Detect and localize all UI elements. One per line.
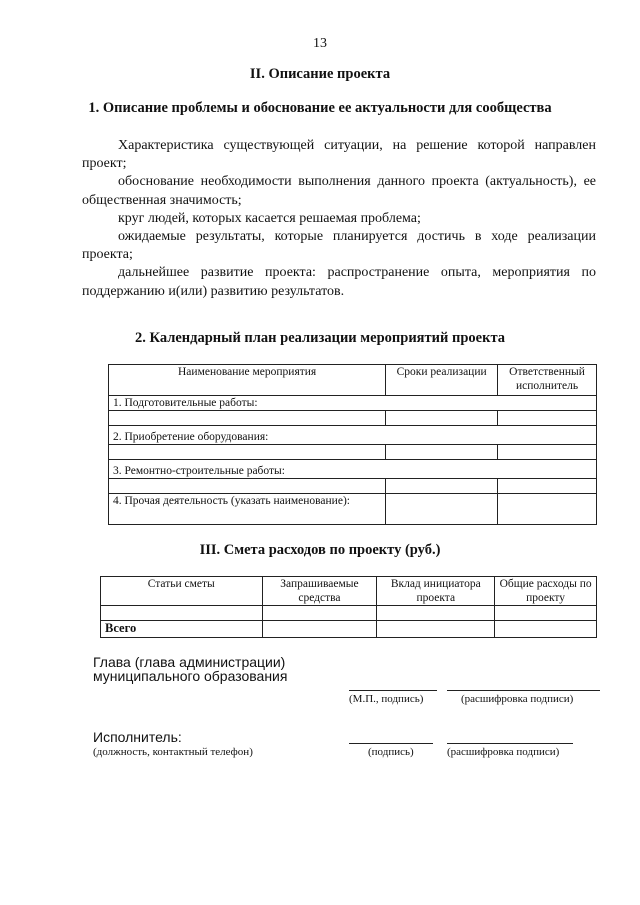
head-signature-line xyxy=(349,690,437,691)
row-preparatory: 1. Подготовительные работы: xyxy=(109,396,597,411)
row-equipment: 2. Приобретение оборудования: xyxy=(109,426,597,445)
header-responsible: Ответственный исполнитель xyxy=(498,365,597,396)
description-paragraphs xyxy=(82,137,596,301)
head-label-line2: муниципального образования xyxy=(93,668,288,684)
paragraph-results: ожидаемые результаты, которые планируется достичь в ходе реализации проекта; xyxy=(82,229,596,263)
calendar-plan-table xyxy=(108,364,597,525)
paragraph-relevance: обоснование необходимости выполнения данного проекта (актуальность), ее общественная значимость; xyxy=(82,174,596,208)
row-other: 4. Прочая деятельность (указать наименование): xyxy=(109,494,386,525)
header-total-expenses: Общие расходы по проекту xyxy=(495,577,597,606)
header-requested-funds: Запрашиваемые средства xyxy=(262,577,377,606)
table-row xyxy=(109,396,597,411)
total-label: Всего xyxy=(101,621,263,638)
head-label-line1: Глава (глава администрации) xyxy=(93,654,286,670)
head-decode-line xyxy=(447,690,600,691)
table-row xyxy=(109,460,597,479)
executor-signature-line xyxy=(349,743,433,744)
page-number: 13 xyxy=(313,36,327,51)
table-row xyxy=(109,426,597,445)
table-header-row xyxy=(101,577,597,606)
table-row xyxy=(109,411,597,426)
header-dates: Сроки реализации xyxy=(386,365,498,396)
executor-decode-line xyxy=(447,743,573,744)
paragraph-people: круг людей, которых касается решаемая проблема; xyxy=(118,210,421,226)
executor-decode-caption: (расшифровка подписи) xyxy=(447,746,560,758)
budget-table xyxy=(100,576,597,638)
subsection-1-heading: 1. Описание проблемы и обоснование ее актуальности для сообщества xyxy=(88,100,552,116)
executor-label: Исполнитель: xyxy=(93,729,182,745)
section-2-heading: II. Описание проекта xyxy=(249,66,391,82)
header-initiator-contribution: Вклад инициатора проекта xyxy=(377,577,495,606)
head-decode-caption: (расшифровка подписи) xyxy=(461,693,574,705)
row-construction: 3. Ремонтно-строительные работы: xyxy=(109,460,597,479)
table-row xyxy=(109,494,597,525)
table-row xyxy=(101,606,597,621)
header-budget-items: Статьи сметы xyxy=(101,577,263,606)
table-row xyxy=(101,621,597,638)
section-3-heading: III. Смета расходов по проекту (руб.) xyxy=(199,542,441,558)
head-signature-label xyxy=(93,655,287,683)
header-event-name: Наименование мероприятия xyxy=(109,365,386,396)
paragraph-development: дальнейшее развитие проекта: распространение опыта, мероприятия по поддержанию и(или) развитию результатов. xyxy=(82,265,596,299)
executor-sign-caption: (подпись) xyxy=(368,746,414,758)
subsection-2-heading: 2. Календарный план реализации мероприятий проекта xyxy=(135,330,505,346)
table-row xyxy=(109,445,597,460)
head-sign-caption: (М.П., подпись) xyxy=(349,693,424,705)
table-row xyxy=(109,479,597,494)
table-header-row xyxy=(109,365,597,396)
executor-caption: (должность, контактный телефон) xyxy=(93,746,253,758)
paragraph-situation: Характеристика существующей ситуации, на решение которой направлен проект; xyxy=(82,138,596,172)
